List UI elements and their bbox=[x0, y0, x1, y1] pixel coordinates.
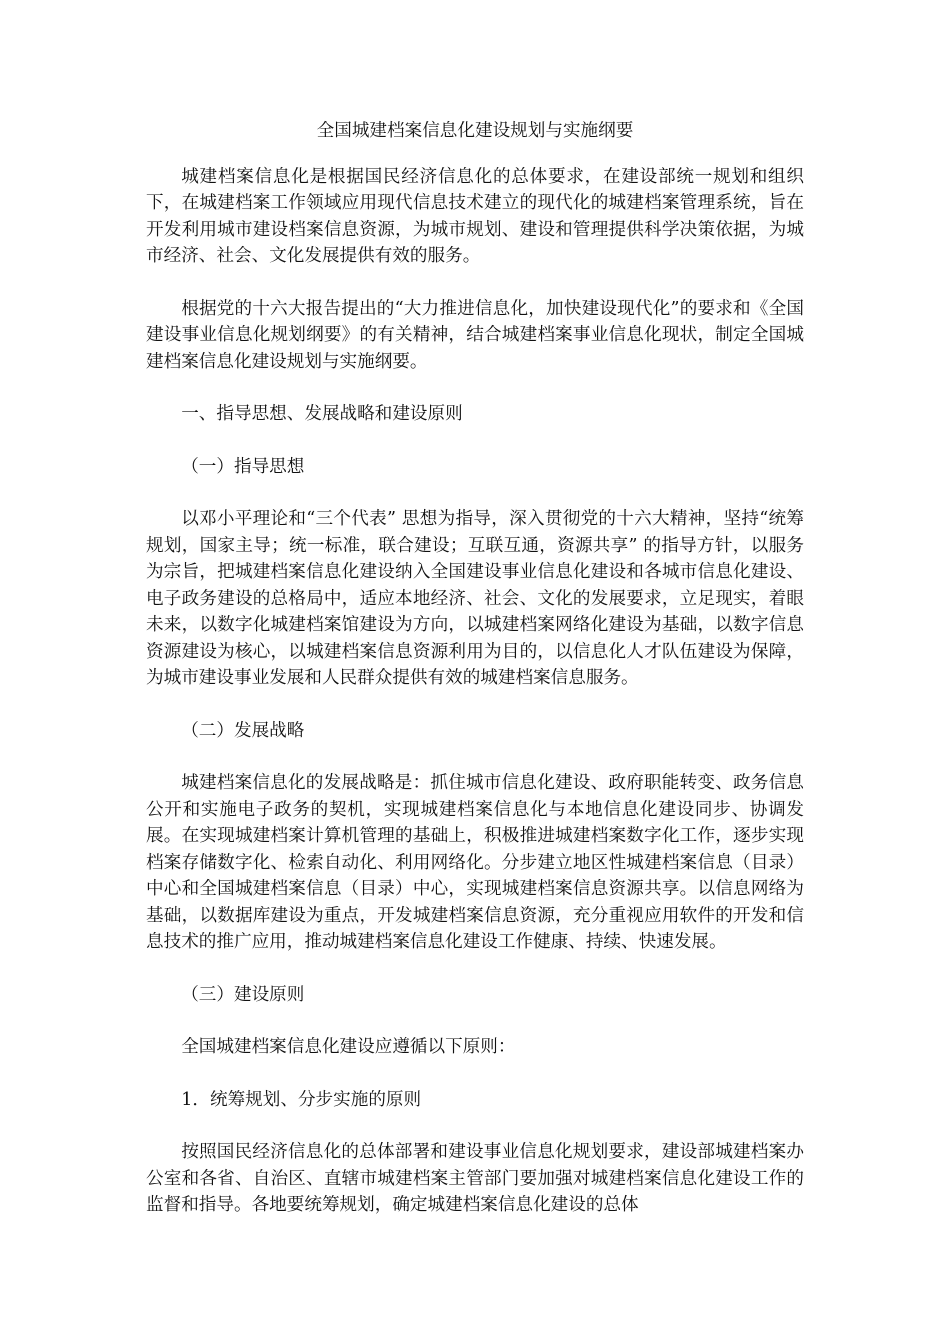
intro-paragraph-1: 城建档案信息化是根据国民经济信息化的总体要求，在建设部统一规划和组织下，在城建档案工作领域应用现代信息技术建立的现代化的城建档案管理系统，旨在开发利用城市建设档案信息资源，为城市规划、建设和管理提供科学决策依据，为城市经济、社会、文化发展提供有效的服务。 bbox=[146, 166, 804, 266]
section-1-heading: 一、指导思想、发展战略和建设原则 bbox=[181, 404, 463, 424]
document-title: 全国城建档案信息化建设规划与实施纲要 bbox=[316, 121, 634, 141]
subsection-3-heading: （三）建设原则 bbox=[181, 984, 305, 1005]
subsection-3-intro: 全国城建档案信息化建设应遵循以下原则： bbox=[181, 1037, 516, 1057]
intro-paragraph-2: 根据党的十六大报告提出的“大力推进信息化，加快建设现代化”的要求和《全国建设事业信息化规划纲要》的有关精神，结合城建档案事业信息化现状，制定全国城建档案信息化建设规划与实施纲要。 bbox=[146, 298, 804, 372]
subsection-2-text: 城建档案信息化的发展战略是：抓住城市信息化建设、政府职能转变、政务信息公开和实施电子政务的契机，实现城建档案信息化与本地信息化建设同步、协调发展。在实现城建档案计算机管理的基础上，积极推进城建档案数字化工作，逐步实现档案存储数字化、检索自动化、利用网络化。分步建立地区性城建档案信息（目录）中心和全国城建档案信息（目录）中心，实现城建档案信息资源共享。以信息网络为基础，以数据库建设为重点，开发城建档案信息资源，充分重视应用软件的开发和信息技术的推广应用，推动城建档案信息化建设工作健康、持续、快速发展。 bbox=[146, 773, 804, 952]
principle-1-heading: 1．统筹规划、分步实施的原则 bbox=[181, 1089, 422, 1110]
subsection-1-text: 以邓小平理论和“三个代表” 思想为指导，深入贯彻党的十六大精神，坚持“统筹规划，国家主导；统一标准，联合建设；互联互通，资源共享” 的指导方针，以服务为宗旨，把城建档案信息化建设纳入全国建设事业信息化建设和各城市信息化建设、电子政务建设的总格局中，适应本地经济、社会、文化的发展要求，立足现实，着眼未来，以数字化城建档案馆建设为方向，以城建档案网络化建设为基础，以数字信息资源建设为核心，以城建档案信息资源利用为目的，以信息化人才队伍建设为保障，为城市建设事业发展和人民群众提供有效的城建档案信息服务。 bbox=[146, 509, 804, 688]
subsection-1-heading: （一）指导思想 bbox=[181, 456, 305, 477]
subsection-2-heading: （二）发展战略 bbox=[181, 720, 305, 741]
principle-1-text: 按照国民经济信息化的总体部署和建设事业信息化规划要求，建设部城建档案办公室和各省、自治区、直辖市城建档案主管部门要加强对城建档案信息化建设工作的监督和指导。各地要统筹规划，确定城建档案信息化建设的总体 bbox=[146, 1142, 804, 1215]
document-body bbox=[146, 118, 804, 1245]
